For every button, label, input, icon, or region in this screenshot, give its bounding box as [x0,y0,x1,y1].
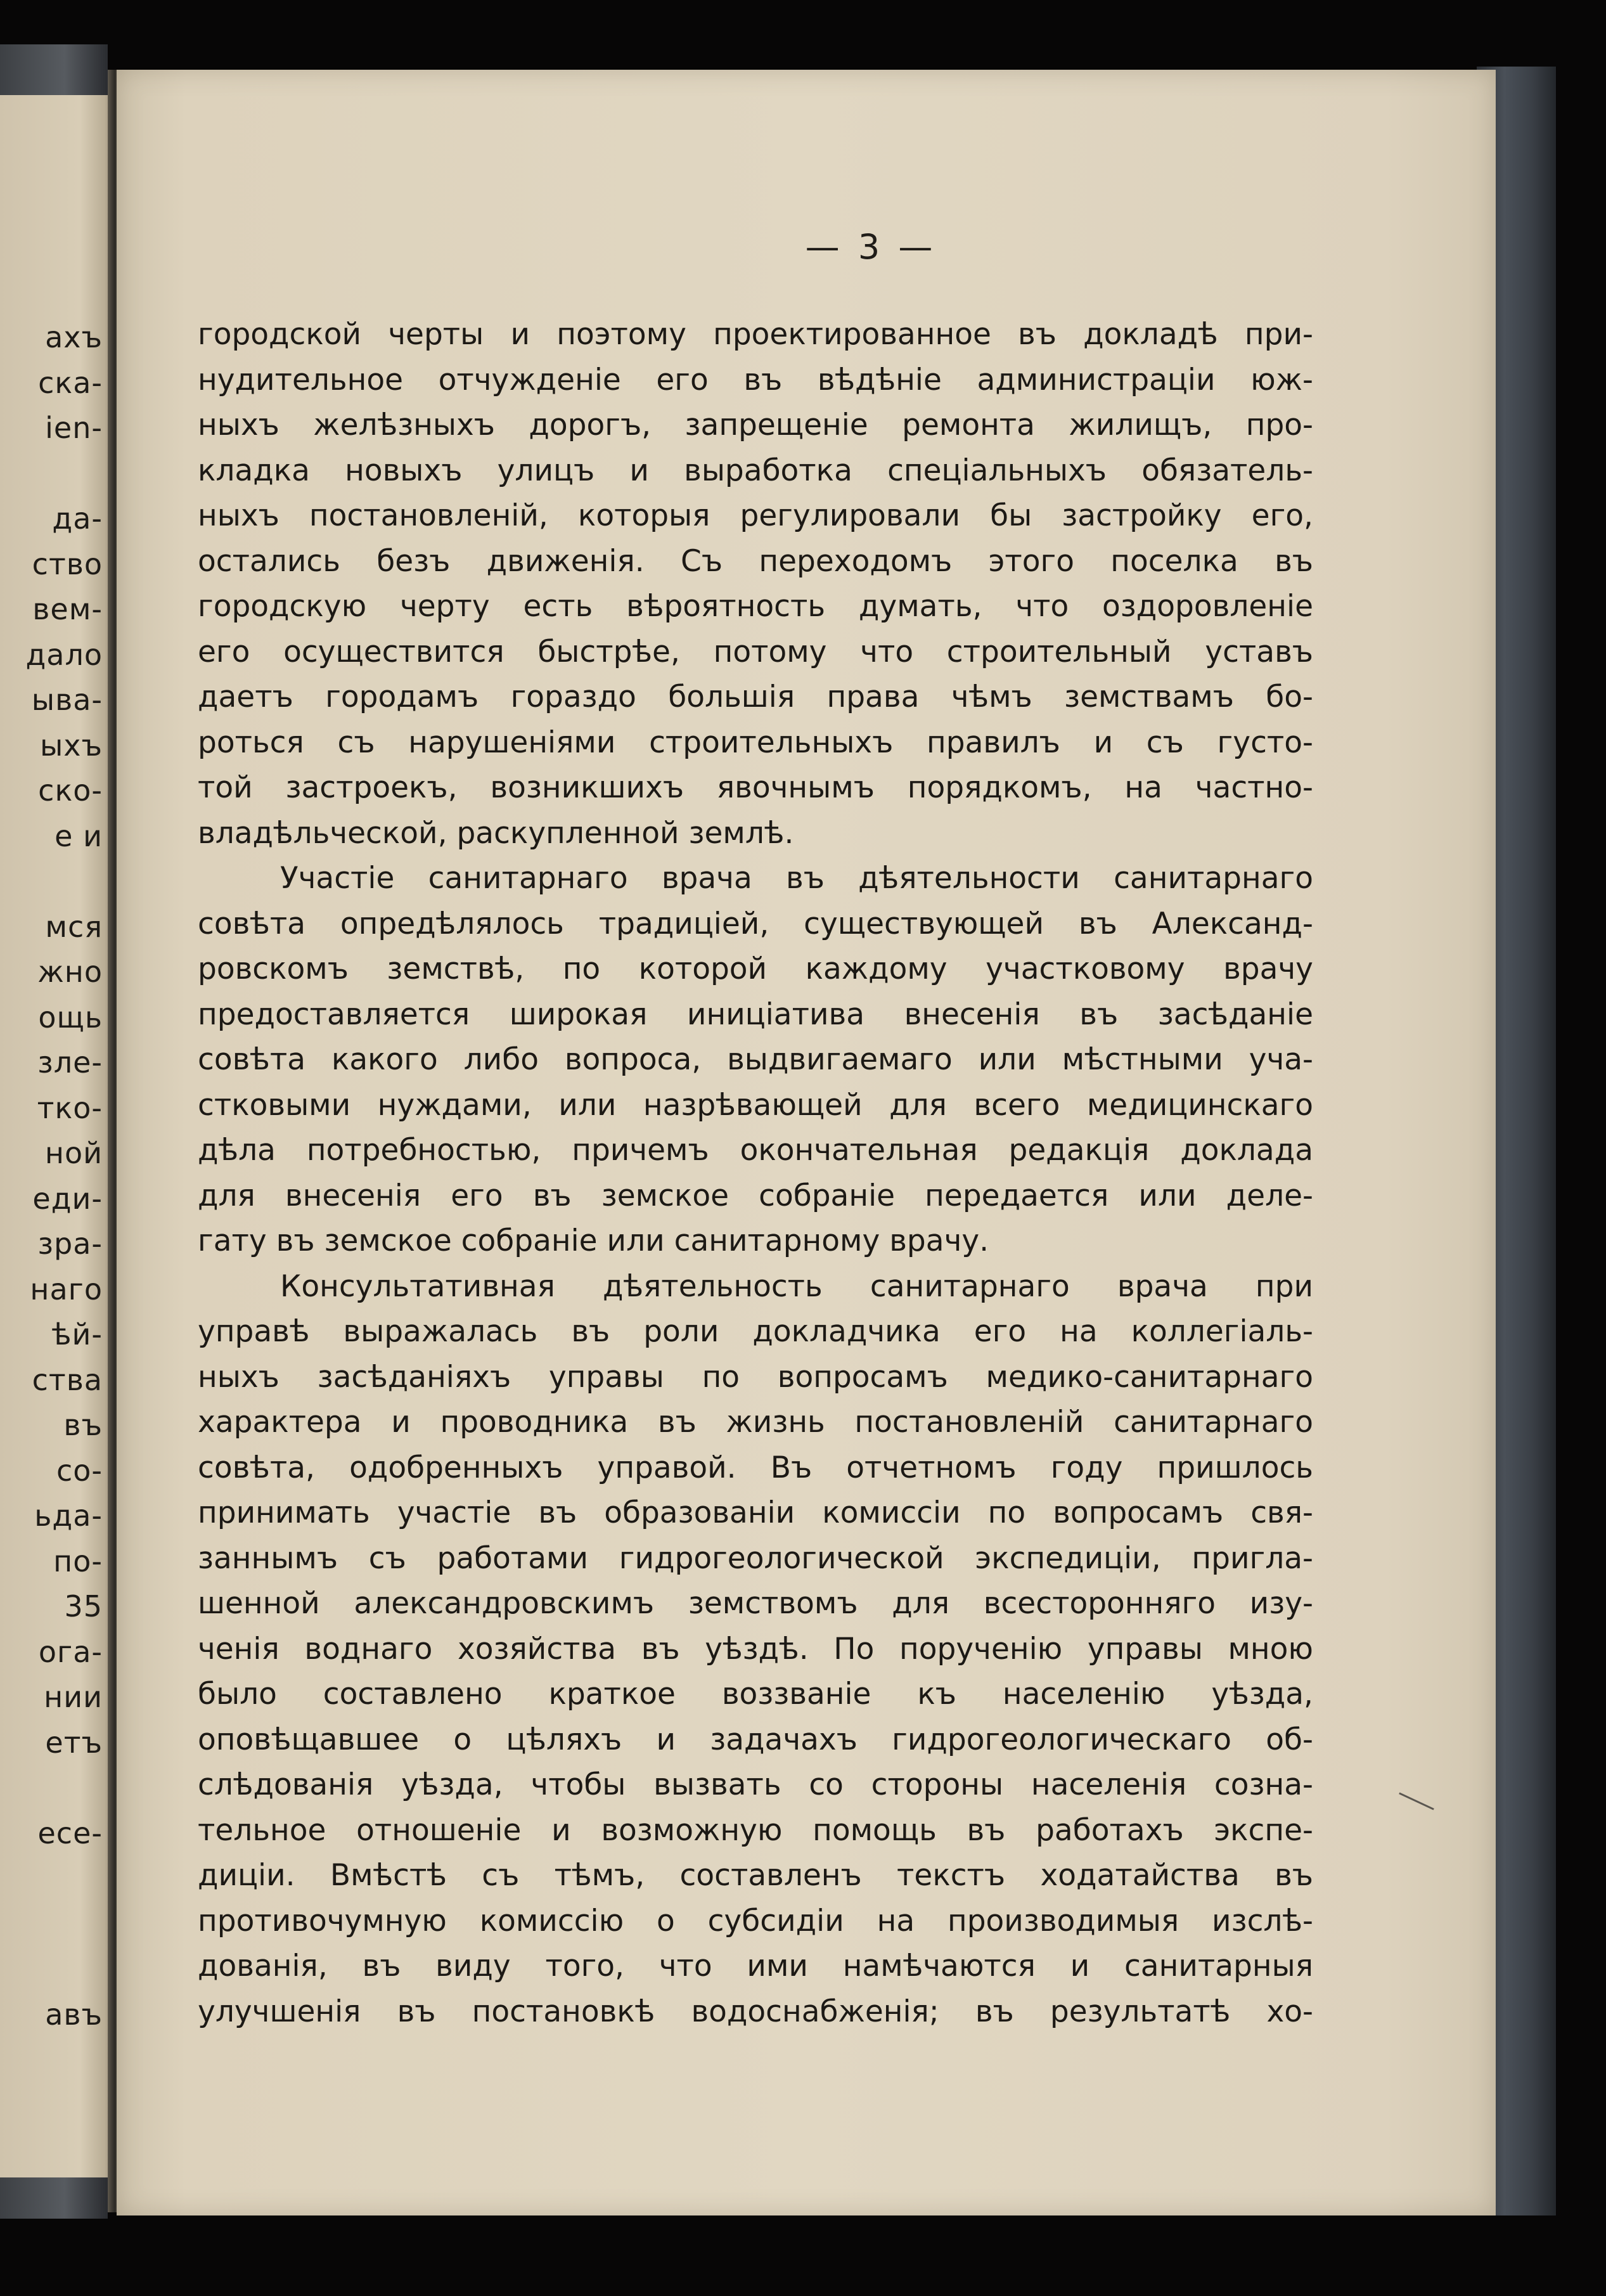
text-line: ныхъ постановленій, которыя регулировали бы застройку его, [198,498,1313,533]
left-page-fragment: ска- [38,365,103,400]
text-line: принимать участіе въ образованіи комиссіи по вопросамъ свя- [198,1495,1313,1530]
text-line: совѣта опредѣлялось традиціей, существующей въ Александ- [198,906,1313,941]
text-line: его осуществится быстрѣе, потому что строительный уставъ [198,634,1313,669]
text-line: даетъ городамъ гораздо большія права чѣмъ земствамъ бо- [198,680,1313,714]
left-page-fragment: зра- [37,1227,103,1261]
text-line: Участіе санитарнаго врача въ дѣятельности санитарнаго [280,861,1313,896]
text-line: диціи. Вмѣстѣ съ тѣмъ, составленъ текстъ ходатайства въ [198,1858,1313,1893]
left-page-fragment: авъ [45,1997,103,2032]
text-line: тельное отношеніе и возможную помощь въ работахъ экспе- [198,1812,1313,1848]
text-line: для внесенія его въ земское собраніе передается или деле- [198,1178,1313,1213]
left-page-fragment: въ [63,1408,103,1442]
left-page-fragment: еди- [32,1181,103,1216]
text-line: ныхъ засѣданіяхъ управы по вопросамъ медико-санитарнаго [198,1359,1313,1395]
page-number: — 3 — [805,227,937,267]
left-page-fragment: ога- [38,1634,103,1669]
text-line: слѣдованія уѣзда, чтобы вызвать со стороны населенія созна- [198,1767,1313,1802]
text-line: Консультативная дѣятельность санитарнаго врача при [280,1268,1313,1304]
left-page-fragment: 35 [64,1589,103,1623]
left-page-fragment: есе- [37,1816,103,1850]
text-line: заннымъ съ работами гидрогеологической экспедиціи, пригла- [198,1540,1313,1576]
left-page-fragment: да- [52,501,103,536]
previous-page [0,95,114,2177]
left-page-fragment: ство [32,546,103,581]
text-line: нудительное отчужденіе его въ вѣдѣніе администраціи юж- [198,362,1313,397]
text-line: городскую черту есть вѣроятность думать, что оздоровленіе [198,589,1313,624]
text-line: роться съ нарушеніями строительныхъ правилъ и съ густо- [198,725,1313,760]
text-line: совѣта какого либо вопроса, выдвигаемаго или мѣстными уча- [198,1042,1313,1077]
text-line: улучшенія въ постановкѣ водоснабженія; въ результатѣ хо- [198,1994,1313,2029]
left-page-fragment: нии [44,1680,103,1714]
left-page-fragment: ощь [38,1000,103,1035]
left-page-fragment: ахъ [45,320,103,354]
text-line: характера и проводника въ жизнь постановленій санитарнаго [198,1405,1313,1440]
left-page-fragment: наго [30,1272,103,1306]
text-line: оповѣщавшее о цѣляхъ и задачахъ гидрогеологическаго об- [198,1722,1313,1757]
text-line: предоставляется широкая иниціатива внесенія въ засѣданіе [198,996,1313,1032]
left-page-fragment: жно [37,955,103,989]
left-page-fragment: ьда- [34,1499,103,1533]
left-page-fragment: ско- [38,773,103,808]
text-line: дѣла потребностью, причемъ окончательная редакція доклада [198,1133,1313,1168]
left-page-fragment: ства [32,1362,103,1397]
left-page-fragment: ien- [45,411,103,445]
text-line: остались безъ движенія. Съ переходомъ этого поселка въ [198,543,1313,579]
left-page-fragment: мся [45,909,103,944]
body-text [198,312,1313,2034]
left-page-fragment: ыхъ [39,728,103,763]
left-page-fragment: е и [55,818,103,853]
text-line: дованія, въ виду того, что ими намѣчаются и санитарныя [198,1949,1313,1983]
text-line: шенной александровскимъ земствомъ для всесторонняго изу- [198,1586,1313,1621]
text-line: городской черты и поэтому проектированное въ докладѣ при- [198,317,1313,352]
text-line: совѣта, одобренныхъ управой. Въ отчетномъ году пришлось [198,1450,1313,1485]
left-page-fragment: вем- [32,592,103,626]
left-page-fragment: со- [56,1453,103,1488]
text-line: той застроекъ, возникшихъ явочнымъ порядкомъ, на частно- [198,770,1313,805]
text-line: кладка новыхъ улицъ и выработка спеціальныхъ обязатель- [198,453,1313,488]
left-page-fragment: ѣй- [51,1317,103,1351]
text-line: гату въ земское собраніе или санитарному врачу. [198,1223,989,1258]
left-page-fragment: етъ [45,1725,103,1760]
left-page-fragment: ной [44,1136,103,1170]
text-line: управѣ выражалась въ роли докладчика его на коллегіаль- [198,1314,1313,1349]
text-line: было составлено краткое воззваніе къ населенію уѣзда, [198,1677,1313,1712]
left-page-fragment: дало [25,637,103,672]
text-line: ровскомъ земствѣ, по которой каждому участковому врачу [198,951,1313,986]
left-page-fragment: ыва- [31,683,103,717]
left-page-fragment: зле- [37,1045,103,1080]
left-page-fragment: тко- [37,1090,103,1125]
text-line: ченія воднаго хозяйства въ уѣздѣ. По порученію управы мною [198,1631,1313,1667]
text-line: противочумную комиссію о субсидіи на производимыя изслѣ- [198,1903,1313,1938]
left-page-fragment: по- [53,1544,103,1578]
text-line: ныхъ желѣзныхъ дорогъ, запрещеніе ремонта жилищъ, про- [198,408,1313,442]
text-line: стковыми нуждами, или назрѣвающей для всего медицинскаго [198,1087,1313,1123]
text-line: владѣльческой, раскупленной землѣ. [198,815,794,851]
